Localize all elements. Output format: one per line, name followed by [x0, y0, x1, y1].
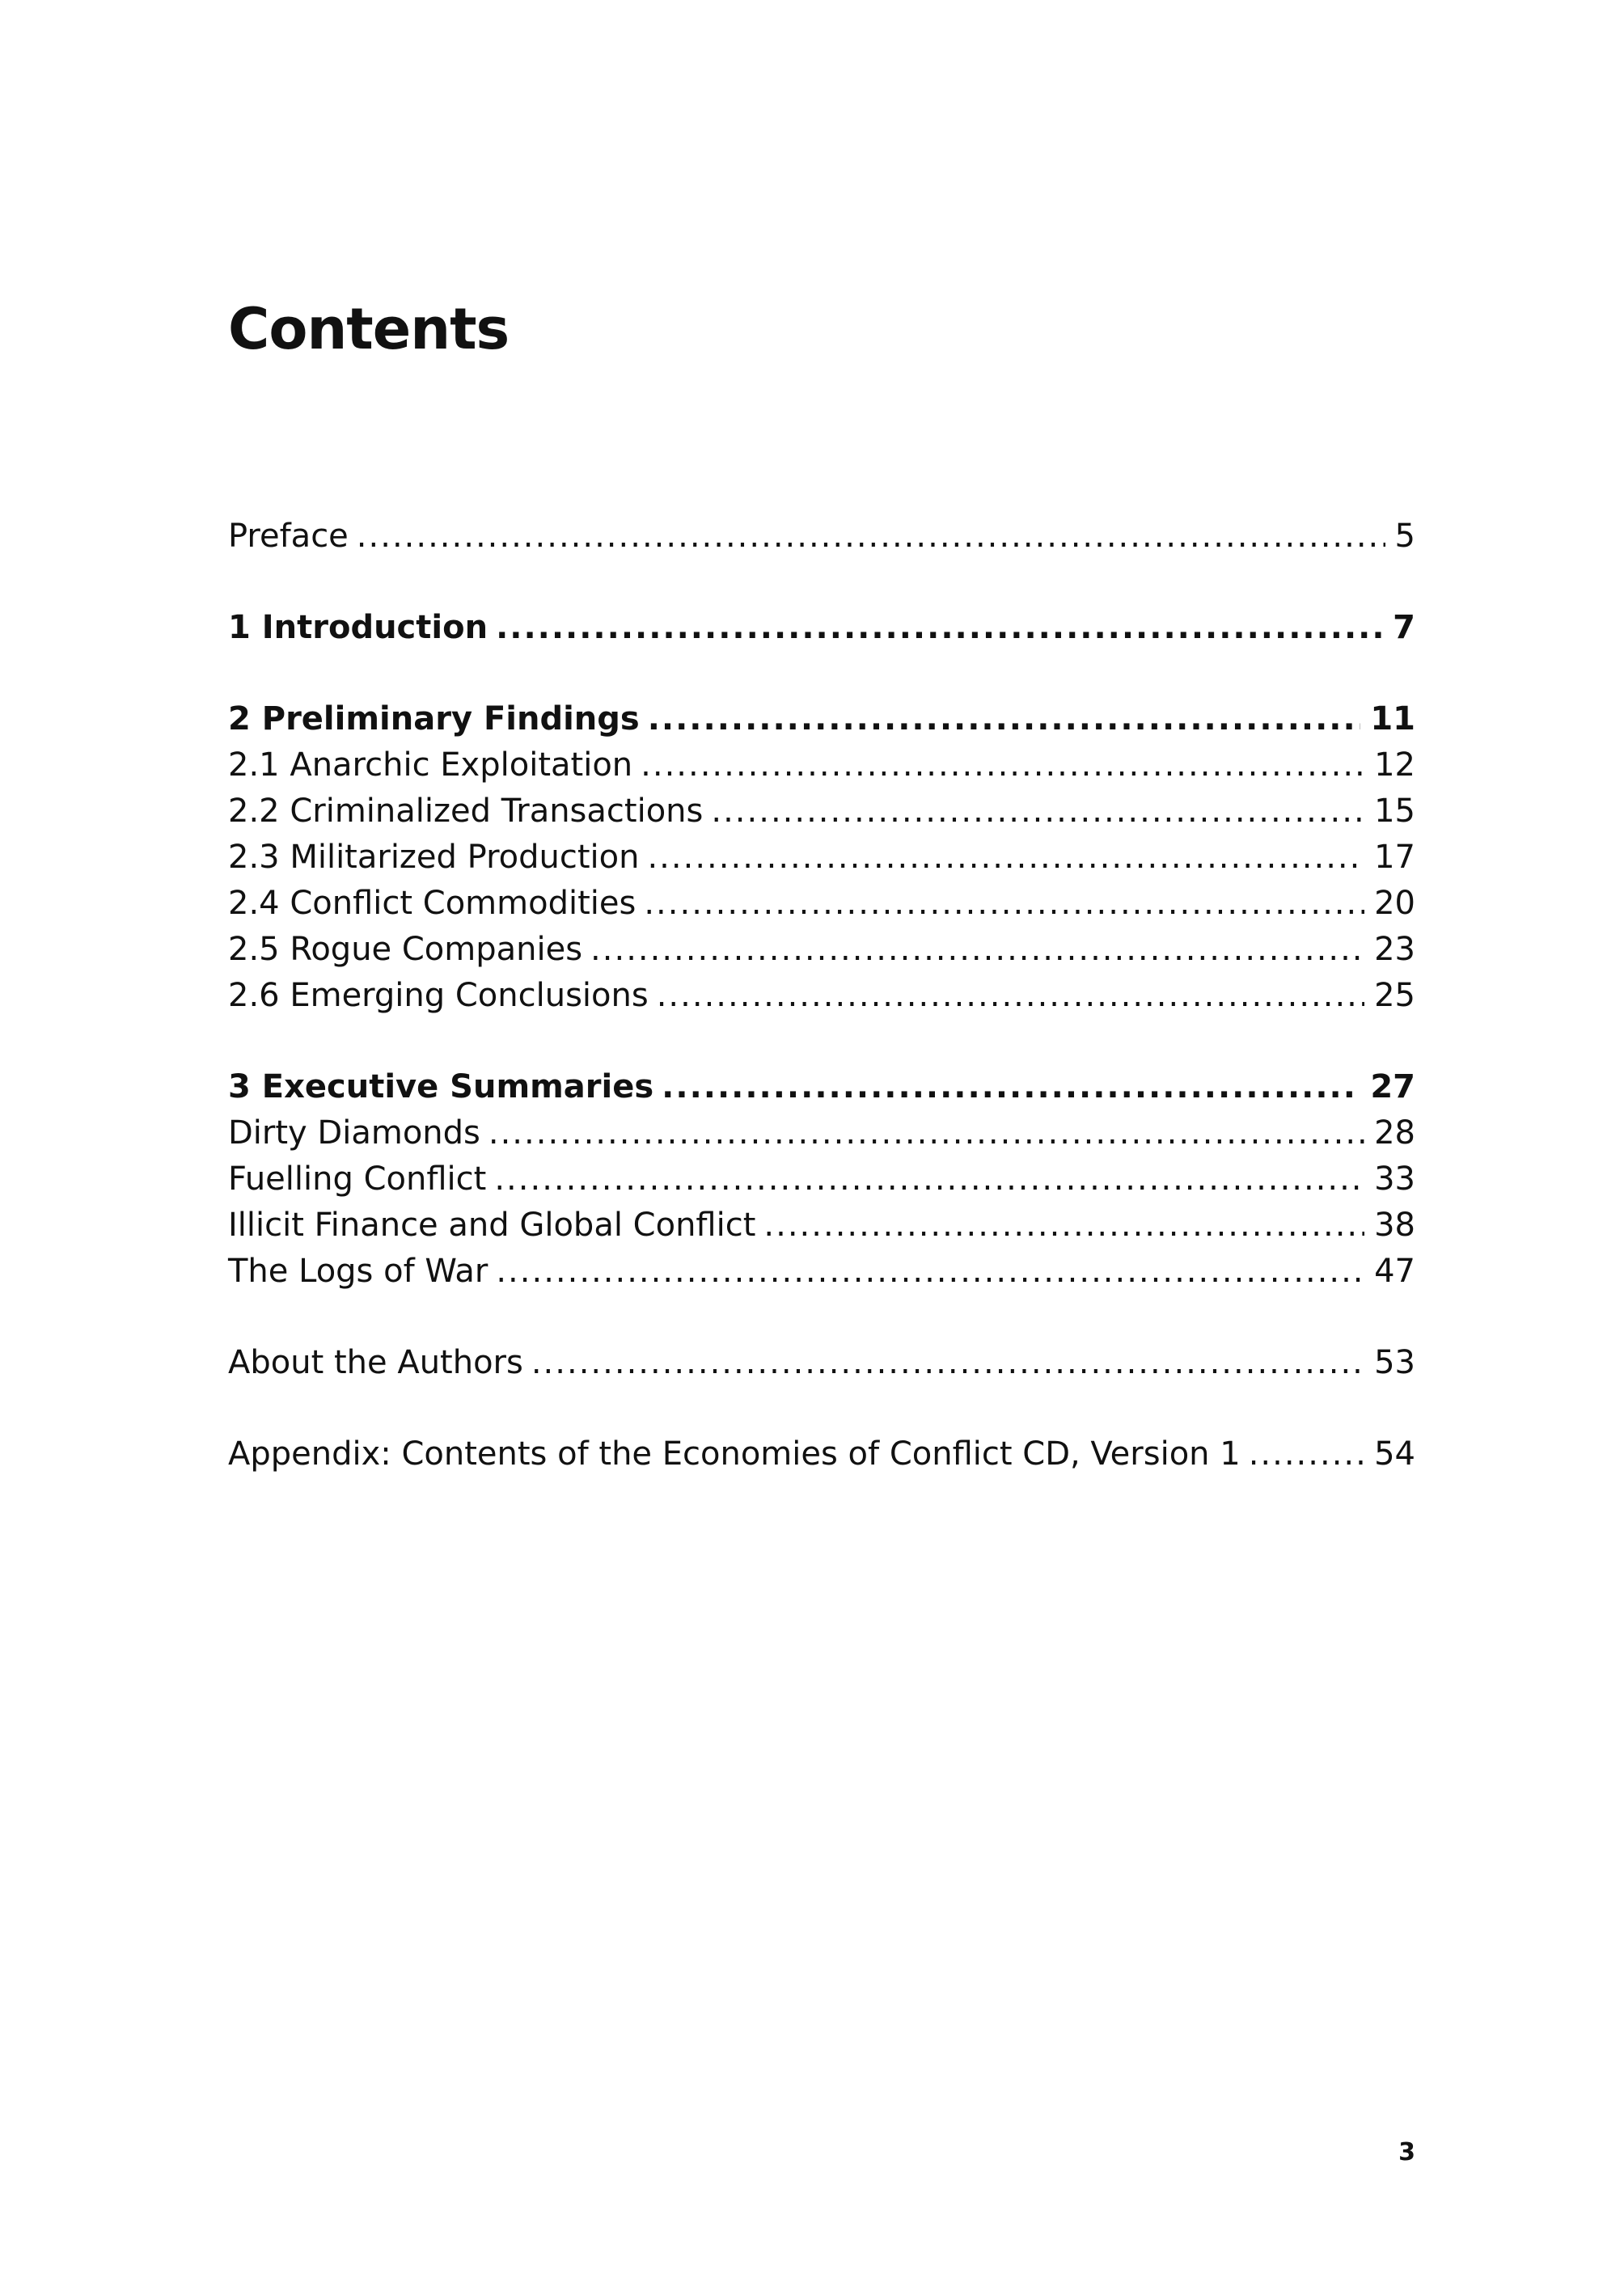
toc-entry[interactable]: [228, 1110, 1415, 1156]
toc-entry[interactable]: [228, 788, 1415, 835]
toc-entry-label: 3 Executive Summaries: [228, 1068, 654, 1105]
toc-entry[interactable]: [228, 881, 1415, 927]
toc-entry-label: 2.4 Conflict Commodities: [228, 885, 636, 922]
toc-entry-page: 33: [1374, 1160, 1415, 1198]
toc-entry-page: 53: [1374, 1344, 1415, 1381]
toc-entry[interactable]: [228, 696, 1415, 742]
toc-entry[interactable]: [228, 1340, 1415, 1386]
toc-entry[interactable]: [228, 927, 1415, 973]
toc-entry-page: 25: [1374, 977, 1415, 1014]
toc-entry[interactable]: [228, 1064, 1415, 1110]
toc-entry[interactable]: [228, 605, 1415, 651]
page-number: 3: [1398, 2138, 1415, 2166]
toc-dot-leader: [496, 1249, 1364, 1295]
toc-entry-page: 12: [1374, 746, 1415, 784]
toc-entry-label: 2.5 Rogue Companies: [228, 931, 583, 968]
toc-dot-leader: [641, 742, 1364, 788]
toc-dot-leader: [357, 514, 1385, 560]
toc-entry-label: Fuelling Conflict: [228, 1160, 487, 1198]
toc-entry-label: About the Authors: [228, 1344, 523, 1381]
toc-dot-leader: [657, 973, 1364, 1019]
toc-entry-page: 15: [1374, 793, 1415, 830]
toc-dot-leader: [763, 1203, 1364, 1249]
toc-entry[interactable]: [228, 835, 1415, 881]
toc-entry[interactable]: [228, 1203, 1415, 1249]
toc-dot-leader: [488, 1110, 1364, 1156]
toc-entry[interactable]: [228, 742, 1415, 788]
toc-dot-leader: [496, 605, 1383, 651]
toc-entry-page: 20: [1374, 885, 1415, 922]
toc-entry-page: 54: [1374, 1435, 1415, 1473]
toc-entry-page: 47: [1374, 1253, 1415, 1290]
toc-dot-leader: [647, 835, 1364, 881]
toc-dot-leader: [531, 1340, 1364, 1386]
toc-entry-page: 28: [1374, 1114, 1415, 1152]
toc-dot-leader: [590, 927, 1364, 973]
toc-entry-page: 7: [1393, 609, 1415, 646]
toc-entry-page: 17: [1374, 839, 1415, 876]
toc-entry-label: The Logs of War: [228, 1253, 488, 1290]
toc-dot-leader: [648, 696, 1361, 742]
toc-entry-label: Dirty Diamonds: [228, 1114, 480, 1152]
toc-dot-leader: [711, 788, 1364, 835]
toc-entry-page: 5: [1394, 518, 1415, 555]
toc-dot-leader: [644, 881, 1364, 927]
toc-entry[interactable]: [228, 1431, 1415, 1477]
page-title: Contents: [228, 296, 510, 362]
toc-entry-page: 23: [1374, 931, 1415, 968]
toc-entry[interactable]: [228, 973, 1415, 1019]
toc-dot-leader: [1249, 1431, 1364, 1477]
toc-dot-leader: [662, 1064, 1360, 1110]
toc-entry[interactable]: [228, 514, 1415, 560]
toc-entry-label: 2.1 Anarchic Exploitation: [228, 746, 633, 784]
toc-entry-label: 2.2 Criminalized Transactions: [228, 793, 704, 830]
toc-entry-page: 11: [1370, 700, 1415, 738]
toc-entry-label: Appendix: Contents of the Economies of Conflict CD, Version 1: [228, 1435, 1241, 1473]
toc-dot-leader: [494, 1156, 1364, 1203]
toc-entry[interactable]: [228, 1249, 1415, 1295]
toc-entry[interactable]: [228, 1156, 1415, 1203]
toc-entry-label: 2 Preliminary Findings: [228, 700, 640, 738]
toc-entry-label: Illicit Finance and Global Conflict: [228, 1207, 756, 1244]
table-of-contents: [228, 514, 1415, 1477]
toc-entry-page: 27: [1370, 1068, 1415, 1105]
toc-entry-label: 2.6 Emerging Conclusions: [228, 977, 649, 1014]
toc-entry-label: 1 Introduction: [228, 609, 488, 646]
toc-entry-page: 38: [1374, 1207, 1415, 1244]
toc-entry-label: 2.3 Militarized Production: [228, 839, 640, 876]
toc-entry-label: Preface: [228, 518, 349, 555]
